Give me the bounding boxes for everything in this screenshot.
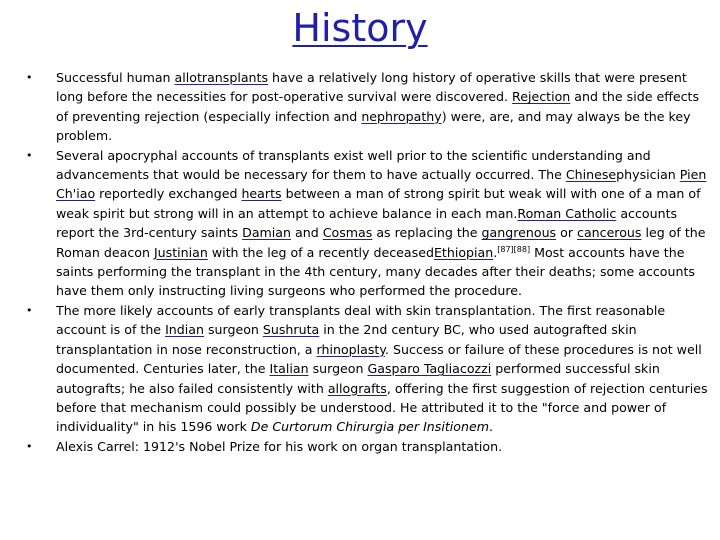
- bullet-text: ) were, are, and may always be the key problem.: [56, 108, 691, 144]
- wiki-link[interactable]: cancerous: [577, 225, 642, 241]
- wiki-link[interactable]: Roman Catholic: [517, 205, 617, 221]
- bullet-text: . Success or failure of these procedures is not well documented. Centuries later, the: [56, 341, 702, 377]
- bullet-dot-icon: •: [26, 71, 33, 84]
- bullet-text: have a relatively long history of operative skills that were present long before the necessities for post-operative survival were discovered.: [56, 70, 687, 105]
- book-title: De Curtorum Chirurgia per Insitionem: [250, 419, 489, 435]
- bullet-text: and: [291, 225, 323, 241]
- wiki-link[interactable]: Indian: [165, 322, 204, 338]
- bullet-item: [26, 437, 710, 456]
- bullet-text: and the side effects of preventing rejection (especially infection and: [56, 89, 700, 124]
- bullet-text: .: [489, 419, 494, 435]
- bullet-dot-icon: •: [26, 303, 33, 317]
- bullet-dot-icon: •: [26, 439, 33, 453]
- wiki-link[interactable]: Chinese: [565, 167, 617, 183]
- bullet-text: , offering the first suggestion of rejection centuries before that mechanism could possibly be understood. He attributed it to the "force and power of individuality" in his 1596 work: [56, 380, 708, 435]
- bullet-text: accounts report the 3rd-century saints: [56, 205, 678, 241]
- bullet-list: [26, 68, 710, 456]
- wiki-link[interactable]: Ethiopian: [433, 244, 494, 260]
- citation-ref: [87][88]: [497, 244, 531, 254]
- wiki-link[interactable]: Rejection: [512, 89, 571, 105]
- bullet-text: reportedly exchanged: [95, 186, 242, 202]
- bullet-text: with the leg of a recently deceased: [207, 244, 434, 260]
- bullet-text: Alexis Carrel: 1912's Nobel Prize for his work on organ transplantation.: [56, 438, 503, 454]
- bullet-item: [26, 68, 710, 146]
- wiki-link[interactable]: Pien Ch'iao: [56, 167, 707, 202]
- wiki-link[interactable]: rhinoplasty: [316, 341, 386, 357]
- bullet-text: as replacing the: [372, 225, 482, 241]
- bullet-text: leg of the Roman deacon: [56, 225, 706, 260]
- bullet-text: .: [493, 244, 498, 260]
- bullet-item: [26, 146, 710, 301]
- bullet-text: Most accounts have the saints performing the transplant in the 4th century, many decades after their deaths; some accounts have them only instructing living surgeons who performed the procedure.: [56, 244, 695, 299]
- wiki-link[interactable]: Justinian: [153, 244, 208, 260]
- wiki-link[interactable]: Damian: [242, 225, 292, 241]
- bullet-text: Several apocryphal accounts of transplants exist well prior to the scientific understanding and advancements that would be necessary for them to have actually occurred. The: [56, 147, 651, 183]
- bullet-text: performed successful skin autografts; he also failed consistently with: [56, 361, 660, 396]
- bullet-text: surgeon: [203, 322, 263, 338]
- bullet-text: physician: [616, 167, 680, 183]
- wiki-link[interactable]: nephropathy: [361, 108, 442, 124]
- bullet-text: The more likely accounts of early transplants deal with skin transplantation. The first reasonable account is of the: [56, 302, 666, 338]
- bullet-text: in the 2nd century BC, who used autografted skin transplantation in nose reconstruction, a: [56, 322, 637, 357]
- wiki-link[interactable]: hearts: [241, 186, 282, 202]
- bullet-text: Successful human: [56, 70, 175, 85]
- wiki-link[interactable]: Cosmas: [322, 225, 373, 241]
- wiki-link[interactable]: allotransplants: [174, 70, 269, 85]
- slide-title: History: [292, 6, 428, 50]
- bullet-item: [26, 301, 710, 437]
- bullet-text: between a man of strong spirit but weak will with one of a man of weak spirit but strong will in an attempt to achieve balance in each man.: [56, 186, 701, 221]
- wiki-link[interactable]: Sushruta: [262, 322, 320, 338]
- wiki-link[interactable]: allografts: [327, 380, 387, 396]
- wiki-link[interactable]: gangrenous: [481, 225, 557, 241]
- bullet-text: surgeon: [308, 361, 368, 377]
- bullet-text: or: [556, 225, 578, 241]
- wiki-link[interactable]: Gasparo Tagliacozzi: [367, 361, 492, 377]
- bullet-dot-icon: •: [26, 148, 33, 162]
- wiki-link[interactable]: Italian: [269, 361, 309, 377]
